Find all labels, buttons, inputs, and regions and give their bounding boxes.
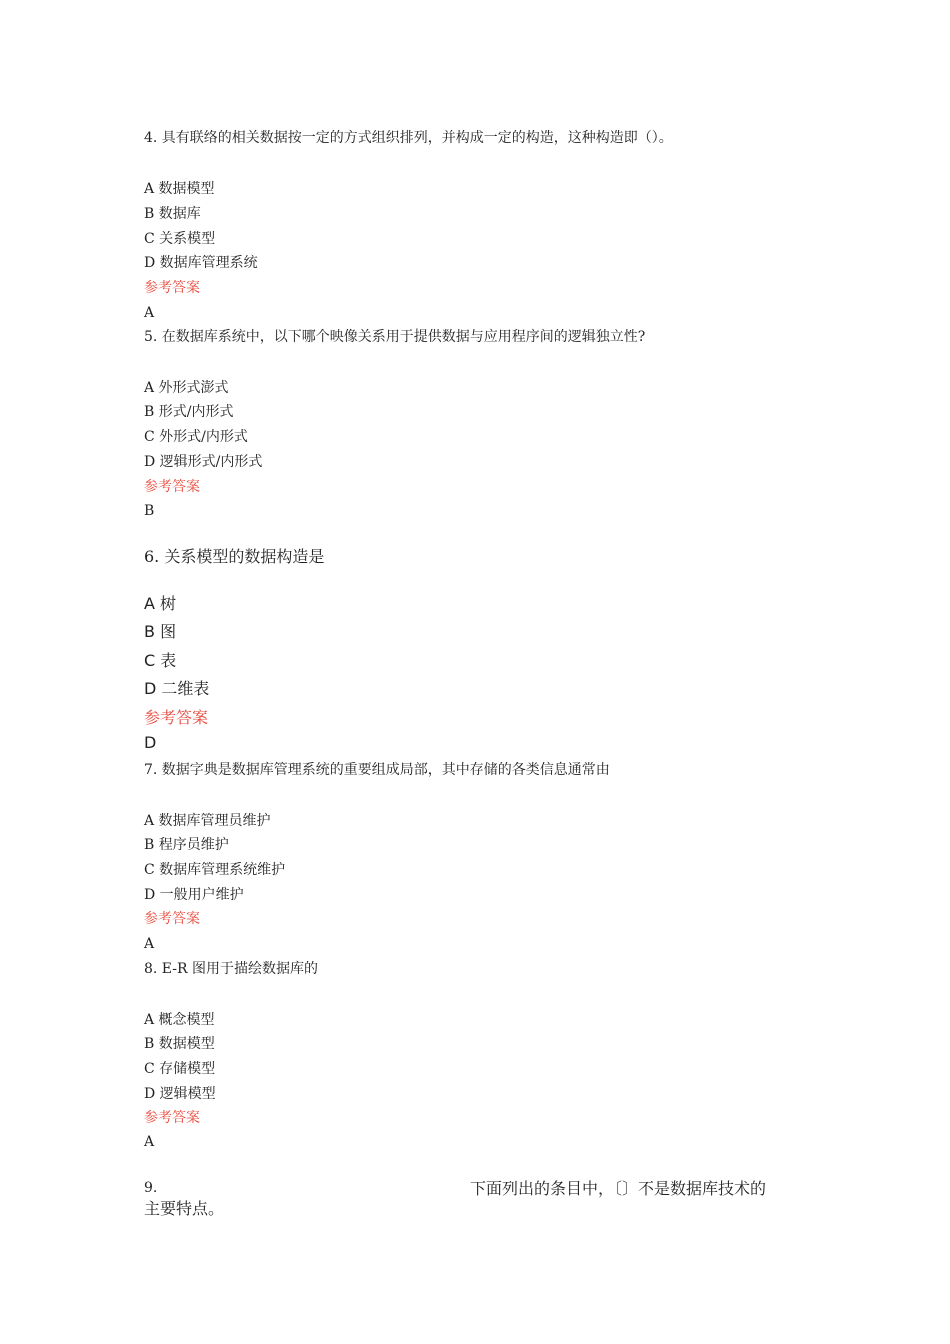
q7-option-c: C 数据库管理系统维护 <box>144 862 286 878</box>
q7-option-b: B 程序员维护 <box>144 837 229 853</box>
q4-answer-label: 参考答案 <box>144 280 200 296</box>
q4-option-b: B 数据库 <box>144 206 201 222</box>
q4-option-d: D 数据库管理系统 <box>144 255 258 271</box>
q5-option-d: D 逻辑形式/内形式 <box>144 454 263 470</box>
q5-option-c: C 外形式/内形式 <box>144 429 248 445</box>
question-4: 4. 具有联络的相关数据按一定的方式组织排列，并构成一定的构造，这种构造即（）。 <box>144 130 673 146</box>
q8-option-a: A 概念模型 <box>144 1012 215 1028</box>
q6-option-c: C 表 <box>144 651 177 670</box>
question-9-continuation: 主要特点。 <box>144 1199 225 1218</box>
q5-answer-label: 参考答案 <box>144 479 200 495</box>
question-6: 6. 关系模型的数据构造是 <box>144 547 325 566</box>
q7-option-d: D 一般用户维护 <box>144 887 244 903</box>
q7-answer-label: 参考答案 <box>144 911 200 927</box>
question-9-text: 下面列出的条目中，〔〕不是数据库技术的 <box>470 1179 767 1198</box>
q6-option-a: A 树 <box>144 594 177 613</box>
q7-option-a: A 数据库管理员维护 <box>144 813 271 829</box>
q6-option-b: B 图 <box>144 622 177 641</box>
q6-option-d: D 二维表 <box>144 679 210 698</box>
q7-answer: A <box>144 936 155 952</box>
q8-answer-label: 参考答案 <box>144 1110 200 1126</box>
q8-option-c: C 存储模型 <box>144 1061 216 1077</box>
q5-option-b: B 形式/内形式 <box>144 404 234 420</box>
q4-option-a: A 数据模型 <box>144 181 215 197</box>
question-5: 5. 在数据库系统中，以下哪个映像关系用于提供数据与应用程序间的逻辑独立性? <box>144 329 646 345</box>
q4-option-c: C 关系模型 <box>144 231 216 247</box>
q8-option-d: D 逻辑模型 <box>144 1086 216 1102</box>
q4-answer: A <box>144 305 155 321</box>
q6-answer: D <box>144 733 157 752</box>
question-9-number: 9. <box>144 1180 158 1196</box>
question-7: 7. 数据字典是数据库管理系统的重要组成局部，其中存储的各类信息通常由 <box>144 762 610 778</box>
q6-answer-label: 参考答案 <box>144 708 209 727</box>
q5-option-a: A 外形式澎式 <box>144 380 229 396</box>
question-8: 8. E-R 图用于描绘数据库的 <box>144 961 319 977</box>
q5-answer: B <box>144 503 155 519</box>
q8-answer: A <box>144 1134 155 1150</box>
q8-option-b: B 数据模型 <box>144 1036 215 1052</box>
